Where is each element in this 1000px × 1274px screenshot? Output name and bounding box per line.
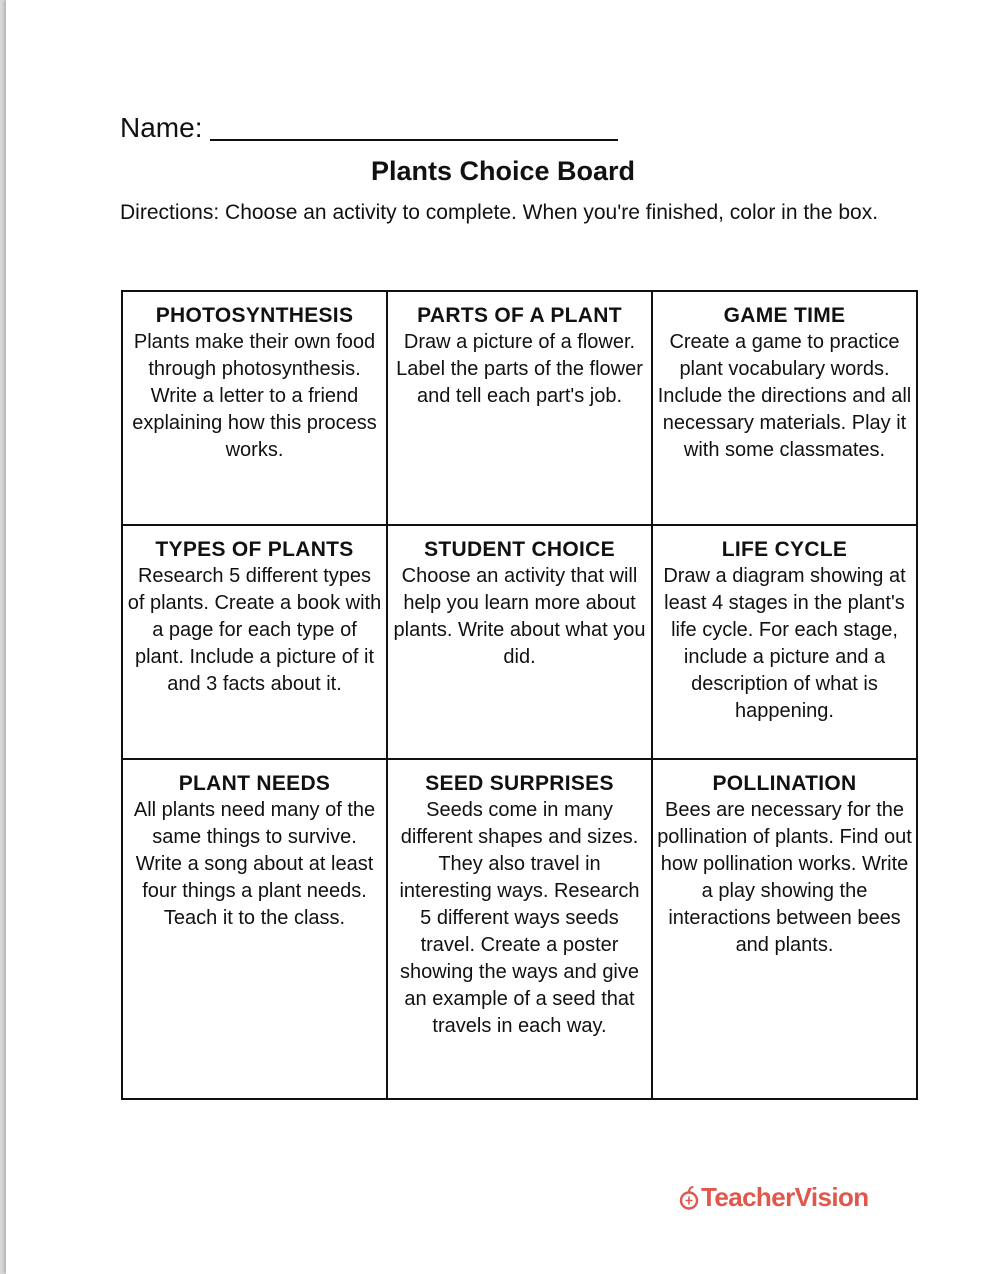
page-title: Plants Choice Board — [370, 156, 636, 186]
name-field — [120, 112, 618, 144]
activity-description: Draw a picture of a flower. Label the parts of the flower and tell each part's job. — [396, 331, 643, 407]
activity-cell-photosynthesis — [122, 291, 387, 525]
board-row-1 — [122, 291, 917, 525]
activity-cell-student-choice — [387, 525, 652, 759]
activity-title: GAME TIME — [723, 304, 846, 327]
activity-description: Plants make their own food through photosynthesis. Write a letter to a friend explaining how this process works. — [132, 331, 377, 461]
activity-cell-parts-of-a-plant — [387, 291, 652, 525]
activity-description: Draw a diagram showing at least 4 stages in the plant's life cycle. For each stage, include a picture and a description of what is happening. — [663, 565, 906, 722]
directions-text: Directions: Choose an activity to complete. When you're finished, color in the box. — [120, 201, 879, 224]
activity-title: POLLINATION — [712, 772, 857, 795]
name-blank-line — [210, 113, 618, 141]
worksheet-page — [6, 0, 1000, 1274]
board-row-3 — [122, 759, 917, 1099]
activity-cell-seed-surprises — [387, 759, 652, 1099]
activity-title: PARTS OF A PLANT — [417, 304, 622, 327]
activity-description: Bees are necessary for the pollination of plants. Find out how pollination works. Write a play showing the interactions between bees and plants. — [657, 799, 912, 956]
activity-cell-life-cycle — [652, 525, 917, 759]
activity-description: Choose an activity that will help you learn more about plants. Write about what you did. — [393, 565, 646, 668]
activity-cell-plant-needs — [122, 759, 387, 1099]
activity-description: Research 5 different types of plants. Create a book with a page for each type of plant. Include a picture of it and 3 facts about it. — [127, 565, 382, 695]
activity-description: Seeds come in many different shapes and sizes. They also travel in interesting ways. Research 5 different ways seeds travel. Create a poster showing the ways and give an example of a seed that travels in each way. — [399, 799, 640, 1037]
activity-description: Create a game to practice plant vocabulary words. Include the directions and all necessary materials. Play it with some classmates. — [657, 331, 912, 461]
board-row-2 — [122, 525, 917, 759]
name-label: Name: — [120, 112, 203, 143]
teachervision-logo — [678, 1182, 869, 1213]
activity-title: SEED SURPRISES — [425, 772, 614, 795]
choice-board — [121, 290, 918, 1100]
activity-title: TYPES OF PLANTS — [155, 538, 354, 561]
activity-title: PLANT NEEDS — [178, 772, 331, 795]
activity-cell-game-time — [652, 291, 917, 525]
activity-title: PHOTOSYNTHESIS — [155, 304, 354, 327]
apple-icon — [678, 1182, 701, 1212]
activity-description: All plants need many of the same things to survive. Write a song about at least four things a plant needs. Teach it to the class. — [133, 799, 376, 929]
logo-text: TeacherVision — [701, 1182, 869, 1212]
activity-cell-types-of-plants — [122, 525, 387, 759]
activity-title: STUDENT CHOICE — [424, 538, 615, 561]
activity-cell-pollination — [652, 759, 917, 1099]
activity-title: LIFE CYCLE — [721, 538, 848, 561]
